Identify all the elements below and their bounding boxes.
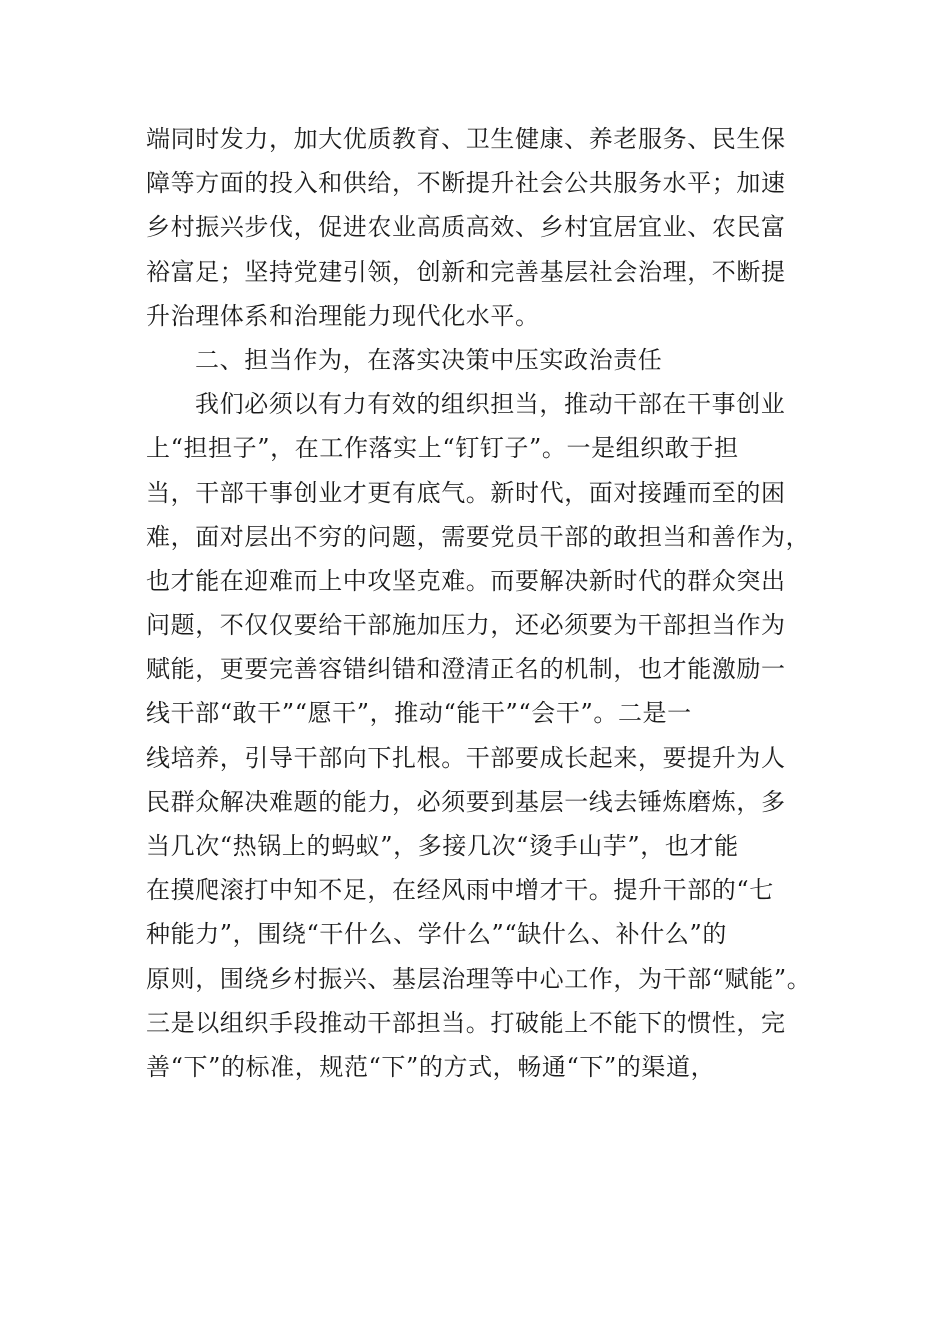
text-line: 三是以组织手段推动干部担当。打破能上不能下的惯性，完 [146, 1008, 786, 1037]
text-line: 问题，不仅仅要给干部施加压力，还必须要为干部担当作为 [146, 611, 786, 640]
text-line: 裕富足；坚持党建引领，创新和完善基层社会治理，不断提 [146, 257, 786, 286]
text-line: 端同时发力，加大优质教育、卫生健康、养老服务、民生保 [146, 125, 786, 153]
text-line: 原则，围绕乡村振兴、基层治理等中心工作，为干部“赋能”。 [146, 964, 812, 993]
text-line: 善“下”的标准，规范“下”的方式，畅通“下”的渠道， [146, 1052, 716, 1081]
text-line: 乡村振兴步伐，促进农业高质高效、乡村宜居宜业、农民富 [146, 213, 786, 242]
paragraph-first-line: 我们必须以有力有效的组织担当，推动干部在干事创业 [195, 390, 786, 419]
text-line: 线培养，引导干部向下扎根。干部要成长起来，要提升为人 [146, 743, 786, 772]
text-line: 当几次“热锅上的蚂蚁”，多接几次“烫手山芋”，也才能 [146, 832, 739, 860]
text-line: 上“担担子”，在工作落实上“钉钉子”。一是组织敢于担 [146, 434, 739, 463]
text-line: 当，干部干事创业才更有底气。新时代，面对接踵而至的困 [146, 478, 786, 507]
text-line: 也才能在迎难而上中攻坚克难。而要解决新时代的群众突出 [146, 566, 786, 595]
text-line: 难，面对层出不穷的问题，需要党员干部的敢担当和善作为， [146, 522, 811, 551]
text-line: 种能力”，围绕“干什么、学什么”“缺什么、补什么”的 [146, 920, 727, 949]
document-body [146, 117, 812, 1089]
text-line: 赋能，更要完善容错纠错和澄清正名的机制，也才能激励一 [146, 655, 786, 684]
text-line: 线干部“敢干”“愿干”，推动“能干”“会干”。二是一 [146, 699, 692, 728]
text-line: 在摸爬滚打中知不足，在经风雨中增才干。提升干部的“七 [146, 876, 774, 905]
text-line: 民群众解决难题的能力，必须要到基层一线去锤炼磨炼，多 [146, 787, 786, 816]
text-line: 升治理体系和治理能力现代化水平。 [146, 301, 540, 330]
text-line: 障等方面的投入和供给，不断提升社会公共服务水平；加速 [146, 169, 786, 198]
section-heading: 二、担当作为，在落实决策中压实政治责任 [195, 345, 663, 374]
